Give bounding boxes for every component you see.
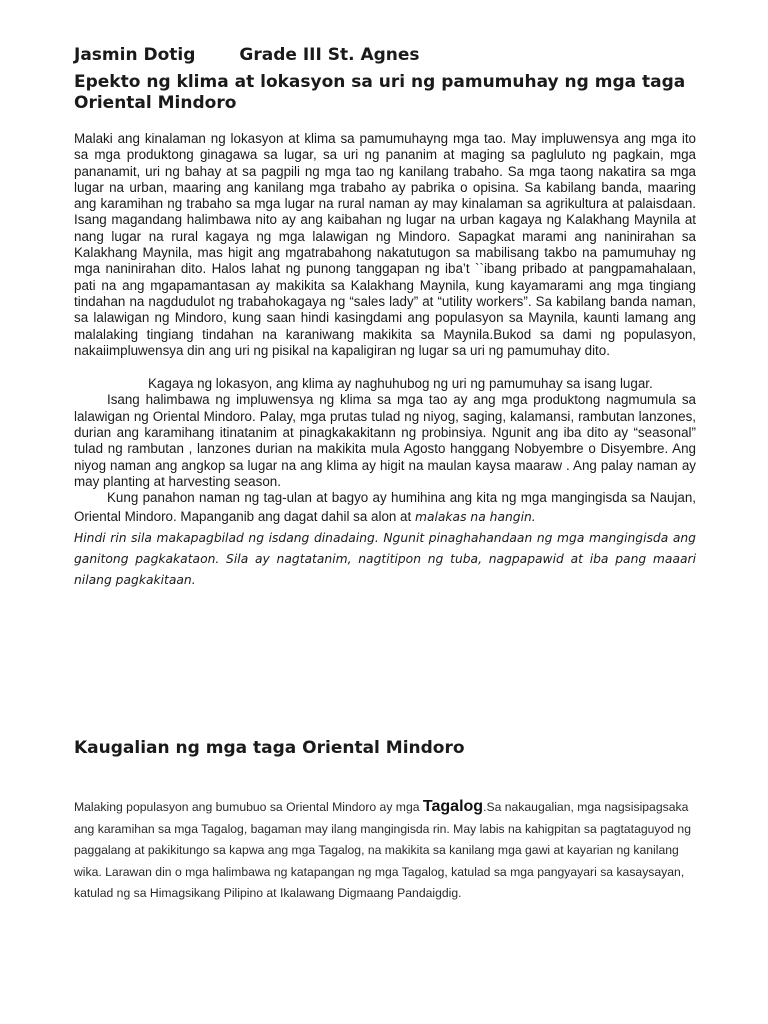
paragraph-location: Malaki ang kinalaman ng lokasyon at klima sa pamumuhayng mga tao. May impluwensya ang mga ito sa mga produktong ginagawa sa lugar, sa uri ng pananim at maging sa pagluluto ng pagkain, mga pananamit, uri ng bahay at sa pagpili ng mga tao ng kanilang trabaho. Sa mga taong nakatira sa mga lugar na urban, maaring ang kanilang mga trabaho ay pabrika o opisina. Sa kabilang banda, maaring ang karamihan ng trabaho sa mga lugar na rural naman ay may kinalaman sa agrikultura at palaisdaan. Isang magandang halimbawa nito ay ang kaibahan ng lugar na urban kagaya ng Kalakhang Maynila at nang lugar na rural kagaya ng mga lalawigan ng Mindoro. Sapagkat marami ang naninirahan sa Kalakhang Maynila, mas higit ang mgatrabahong nakatutugon sa mabilisang takbo na pamumuhay ng mga naninirahan dito. Halos lahat ng punong tanggapan ng iba’t ``ibang pribado at pangpamahalaan, pati na ang mgapamantasan ay makikita sa Kalakhang Maynila, kung kayamarami ang mga tingiang tindahan na nagdudulot ng trabahokagaya ng “sales lady” at “utility workers”. Sa kabilang banda naman, sa lalawigan ng Mindoro, kung saan hindi kasingdami ang populasyon sa Maynila, kaunti lamang ang malalaking tingiang tindahan na karaniwang makikita sa Maynila.Bukod sa dami ng populasyon, nakaiimpluwensya din ang uri ng pisikal na kapaligiran ng lugar sa uri ng pamumuhay dito. [74,131,696,358]
header-line [74,44,696,66]
paragraph-climate: Kagaya ng lokasyon, ang klima ay naghuhubog ng uri ng pamumuhay sa isang lugar. [148,376,653,392]
handwritten-paragraph: Hindi rin sila makapagbilad ng isdang dinadaing. Ngunit pinaghahandaan ng mga mangingisda ang ganitong pagkakataon. Sila ay nagtatanim, nagtitipon ng tuba, nagpapawid at iba pang maaari nilang pagkakitaan. [74,530,696,587]
student-name: Jasmin Dotig [74,45,196,65]
document-title: Epekto ng klima at lokasyon sa uri ng pamumuhay ng mga taga Oriental Mindoro [74,72,686,113]
essay-body [74,131,696,591]
section-body [74,796,696,905]
handwritten-inline: malakas na hangin. [414,509,536,524]
paragraph-products: Isang halimbawa ng impluwensya ng klima sa mga tao ay ang mga produktong nagmumula sa lalawigan ng Oriental Mindoro. Palay, mga prutas tulad ng niyog, saging, kalamansi, rambutan lanzones, durian ang karamihang itinatanim at pinagkakakitann ng probinsiya. Ngunit ang iba dito ay “seasonal” tulad ng rambutan , lanzones durian na makikita mula Agosto hanggang Nobyembre o Disyembre. Ang niyog naman ang angkop sa lugar na ang klima ay higit na maulan kaysa maaraw . Ang palay naman ay may planting at harvesting season. [74,392,696,489]
section-heading: Kaugalian ng mga taga Oriental Mindoro [74,738,465,758]
section-text-after: .Sa nakaugalian, mga nagsisipagsaka ang karamihan sa mga Tagalog, bagaman may ilang mangingisda rin. May labis na kahigpitan sa pagtataguyod ng paggalang at pakikitungo sa kapwa ang mga Tagalog, na makikita sa kanilang mga gawi at kayarian ng kanilang wika. Larawan din o mga halimbawa ng katapangan ng mga Tagalog, katulad sa mga pangyayari sa kasaysayan, katulad ng sa Himagsikang Pilipino at Ikalawang Digmaang Pandaigdig. [74,800,691,900]
paragraph-fishermen [74,490,696,527]
emphasized-word: Tagalog [422,798,484,815]
section-text-before: Malaking populasyon ang bumubuo sa Oriental Mindoro ay mga [74,800,423,814]
document-page [74,44,696,591]
paragraph-fishermen-start: Kung panahon naman ng tag-ulan at bagyo ay humihina ang kita ng mga mangingisda sa Naujan, Oriental Mindoro. Mapanganib ang dagat dahil sa alon at [74,490,696,524]
grade-section: Grade III St. Agnes [239,45,420,65]
